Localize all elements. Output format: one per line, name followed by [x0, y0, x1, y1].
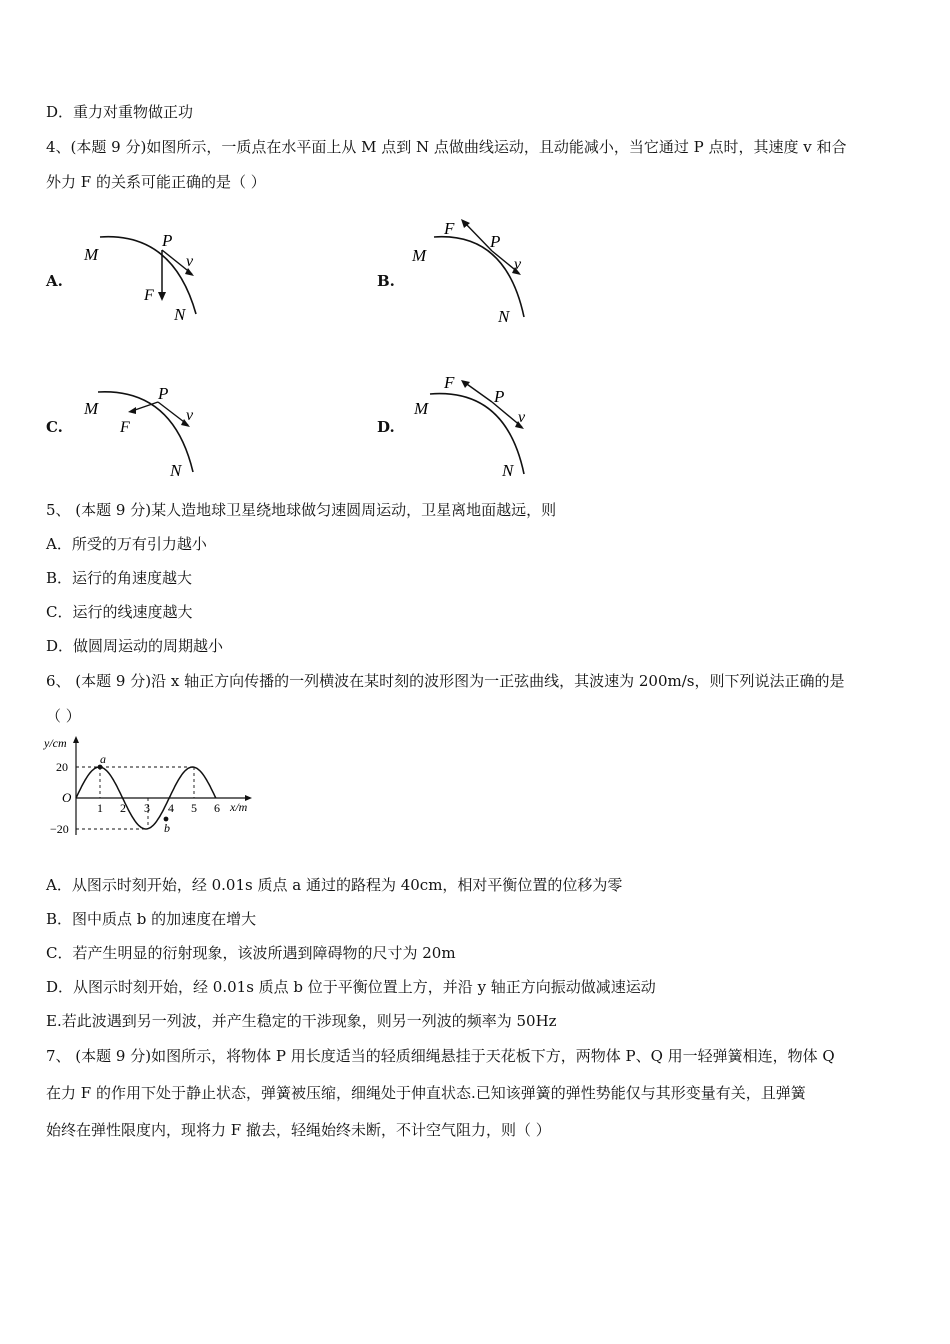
q4-diagram-d — [406, 372, 546, 482]
q6-stem-line1: 6、 (本题 9 分)沿 x 轴正方向传播的一列横波在某时刻的波形图为一正弦曲线，其波速为 200m/s，则下列说法正确的是 — [46, 672, 845, 690]
svg-text:F: F — [444, 219, 455, 238]
svg-text:a: a — [100, 752, 106, 766]
svg-text:M: M — [412, 246, 427, 265]
svg-text:b: b — [164, 821, 170, 835]
q5-option-c: C．运行的线速度越大 — [46, 603, 193, 621]
q6-wave-graph — [44, 735, 264, 845]
svg-text:1: 1 — [97, 801, 103, 815]
svg-text:v: v — [186, 407, 194, 424]
q4-option-d-label: D. — [377, 418, 395, 436]
q7-stem-line3: 始终在弹性限度内，现将力 F 撤去，轻绳始终未断，不计空气阻力，则（ ） — [46, 1121, 551, 1139]
svg-text:4: 4 — [168, 801, 174, 815]
svg-text:v: v — [518, 409, 526, 426]
q4-option-a-label: A. — [46, 272, 63, 290]
q6-option-e: E.若此波遇到另一列波，并产生稳定的干涉现象，则另一列波的频率为 50Hz — [46, 1012, 557, 1030]
q4-diagram-a — [78, 222, 218, 332]
svg-text:v: v — [186, 253, 194, 270]
svg-text:F: F — [120, 419, 130, 436]
q5-option-a: A．所受的万有引力越小 — [46, 535, 207, 553]
q6-option-d: D．从图示时刻开始，经 0.01s 质点 b 位于平衡位置上方，并沿 y 轴正方向振动做减速运动 — [46, 978, 656, 996]
svg-text:M: M — [414, 399, 429, 418]
q5-stem: 5、 (本题 9 分)某人造地球卫星绕地球做匀速圆周运动，卫星离地面越远，则 — [46, 501, 557, 519]
q7-stem-line2: 在力 F 的作用下处于静止状态，弹簧被压缩，细绳处于伸直状态.已知该弹簧的弹性势能仅与其形变量有关，且弹簧 — [46, 1084, 806, 1102]
svg-text:P: P — [494, 387, 505, 406]
q4-option-c-label: C. — [46, 418, 63, 436]
svg-text:M: M — [84, 245, 99, 264]
q4-stem-line1: 4、(本题 9 分)如图所示，一质点在水平面上从 M 点到 N 点做曲线运动，且动能减小，当它通过 P 点时，其速度 v 和合 — [46, 138, 847, 156]
svg-text:M: M — [84, 399, 99, 418]
svg-text:y/cm: y/cm — [44, 736, 67, 750]
q6-option-c: C．若产生明显的衍射现象，该波所遇到障碍物的尺寸为 20m — [46, 944, 456, 962]
svg-text:5: 5 — [191, 801, 197, 815]
svg-text:F: F — [444, 373, 455, 392]
svg-text:−20: −20 — [50, 822, 69, 836]
svg-text:F: F — [144, 287, 154, 304]
q4-diagram-c — [78, 380, 218, 480]
q6-option-a: A．从图示时刻开始，经 0.01s 质点 a 通过的路程为 40cm，相对平衡位置的位移为零 — [46, 876, 623, 894]
q6-stem-line2: （ ） — [46, 707, 81, 725]
svg-text:N: N — [498, 307, 510, 326]
q5-option-b: B．运行的角速度越大 — [46, 569, 193, 587]
q5-option-d: D．做圆周运动的周期越小 — [46, 637, 224, 655]
svg-text:N: N — [170, 461, 182, 480]
svg-text:P: P — [490, 232, 501, 251]
svg-text:2: 2 — [120, 801, 126, 815]
q6-option-b: B．图中质点 b 的加速度在增大 — [46, 910, 257, 928]
svg-text:x/m: x/m — [230, 800, 248, 814]
q3-option-d: D．重力对重物做正功 — [46, 103, 194, 121]
svg-text:P: P — [162, 231, 173, 250]
svg-text:20: 20 — [56, 760, 68, 774]
svg-text:v: v — [514, 256, 522, 273]
svg-text:3: 3 — [144, 801, 150, 815]
svg-text:O: O — [62, 790, 72, 805]
svg-text:P: P — [158, 384, 169, 403]
svg-text:N: N — [502, 461, 514, 480]
q4-stem-line2: 外力 F 的关系可能正确的是（ ） — [46, 173, 266, 191]
svg-text:6: 6 — [214, 801, 220, 815]
q7-stem-line1: 7、 (本题 9 分)如图所示，将物体 P 用长度适当的轻质细绳悬挂于天花板下方，两物体 P、Q 用一轻弹簧相连，物体 Q — [46, 1047, 835, 1065]
q4-option-b-label: B. — [377, 272, 395, 290]
svg-text:N: N — [174, 305, 186, 324]
q4-diagram-b — [406, 215, 546, 330]
